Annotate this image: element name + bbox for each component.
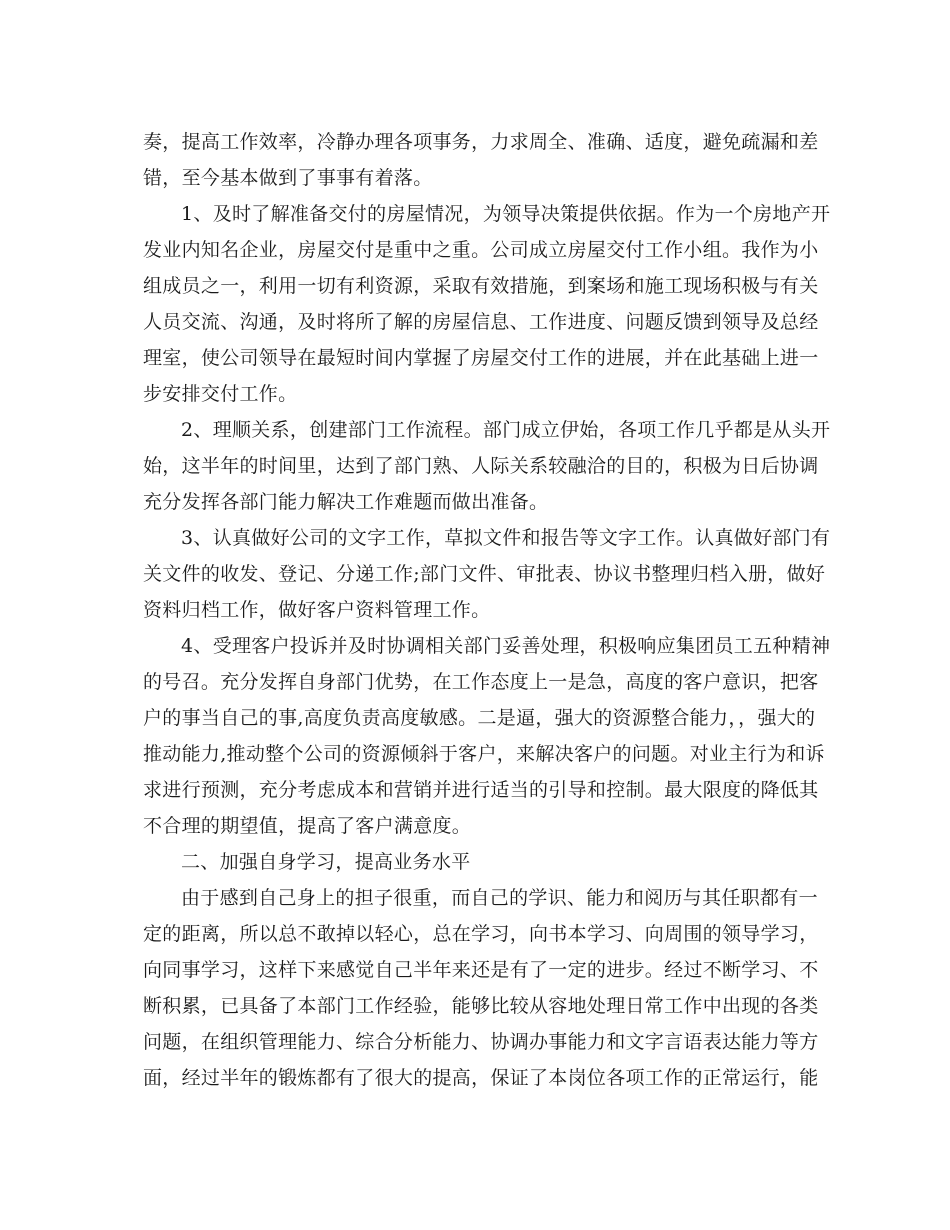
document-line: 断积累，已具备了本部门工作经验，能够比较从容地处理日常工作中出现的各类 xyxy=(143,995,819,1017)
document-line: 二、加强自身学习，提高业务水平 xyxy=(181,851,471,873)
document-line: 不合理的期望值，提高了客户满意度。 xyxy=(143,815,472,837)
document-line: 组成员之一，利用一切有利资源，采取有效措施，到案场和施工现场积极与有关 xyxy=(143,275,819,297)
document-line: 推动能力,推动整个公司的资源倾斜于客户，来解决客户的问题。对业主行为和诉 xyxy=(143,743,825,765)
document-line: 错，至今基本做到了事事有着落。 xyxy=(143,167,433,189)
document-line: 由于感到自己身上的担子很重，而自己的学识、能力和阅历与其任职都有一 xyxy=(181,887,818,909)
document-line: 户的事当自己的事,高度负责高度敏感。二是逼，强大的资源整合能力，，强大的 xyxy=(143,707,816,729)
document-line: 定的距离，所以总不敢掉以轻心，总在学习，向书本学习、向周围的领导学习， xyxy=(143,923,819,945)
document-line: 充分发挥各部门能力解决工作难题而做出准备。 xyxy=(143,491,549,513)
document-body xyxy=(143,124,831,1096)
document-line: 问题，在组织管理能力、综合分析能力、协调办事能力和文字言语表达能力等方 xyxy=(143,1031,819,1053)
document-line: 奏，提高工作效率，冷静办理各项事务，力求周全、准确、适度，避免疏漏和差 xyxy=(143,131,819,153)
document-line: 3、认真做好公司的文字工作，草拟文件和报告等文字工作。认真做好部门有 xyxy=(181,527,831,549)
document-line: 始，这半年的时间里，达到了部门熟、人际关系较融洽的目的，积极为日后协调 xyxy=(143,455,819,477)
document-line: 4、受理客户投诉并及时协调相关部门妥善处理，积极响应集团员工五种精神 xyxy=(181,635,831,657)
document-line: 步安排交付工作。 xyxy=(143,383,298,405)
document-line: 关文件的收发、登记、分递工作;部门文件、审批表、协议书整理归档入册，做好 xyxy=(143,563,826,585)
document-line: 资料归档工作，做好客户资料管理工作。 xyxy=(143,599,491,621)
document-line: 人员交流、沟通，及时将所了解的房屋信息、工作进度、问题反馈到领导及总经 xyxy=(143,311,819,333)
document-line: 发业内知名企业，房屋交付是重中之重。公司成立房屋交付工作小组。我作为小 xyxy=(143,239,819,261)
document-line: 求进行预测，充分考虑成本和营销并进行适当的引导和控制。最大限度的降低其 xyxy=(143,779,819,801)
document-line: 理室，使公司领导在最短时间内掌握了房屋交付工作的进展，并在此基础上进一 xyxy=(143,347,819,369)
document-line: 的号召。充分发挥自身部门优势，在工作态度上一是急，高度的客户意识，把客 xyxy=(143,671,819,693)
document-line: 1、及时了解准备交付的房屋情况，为领导决策提供依据。作为一个房地产开 xyxy=(181,203,831,225)
document-line: 面，经过半年的锻炼都有了很大的提高，保证了本岗位各项工作的正常运行，能 xyxy=(143,1067,819,1089)
document-line: 2、理顺关系，创建部门工作流程。部门成立伊始，各项工作几乎都是从头开 xyxy=(181,419,831,441)
document-line: 向同事学习，这样下来感觉自己半年来还是有了一定的进步。经过不断学习、不 xyxy=(143,959,819,981)
